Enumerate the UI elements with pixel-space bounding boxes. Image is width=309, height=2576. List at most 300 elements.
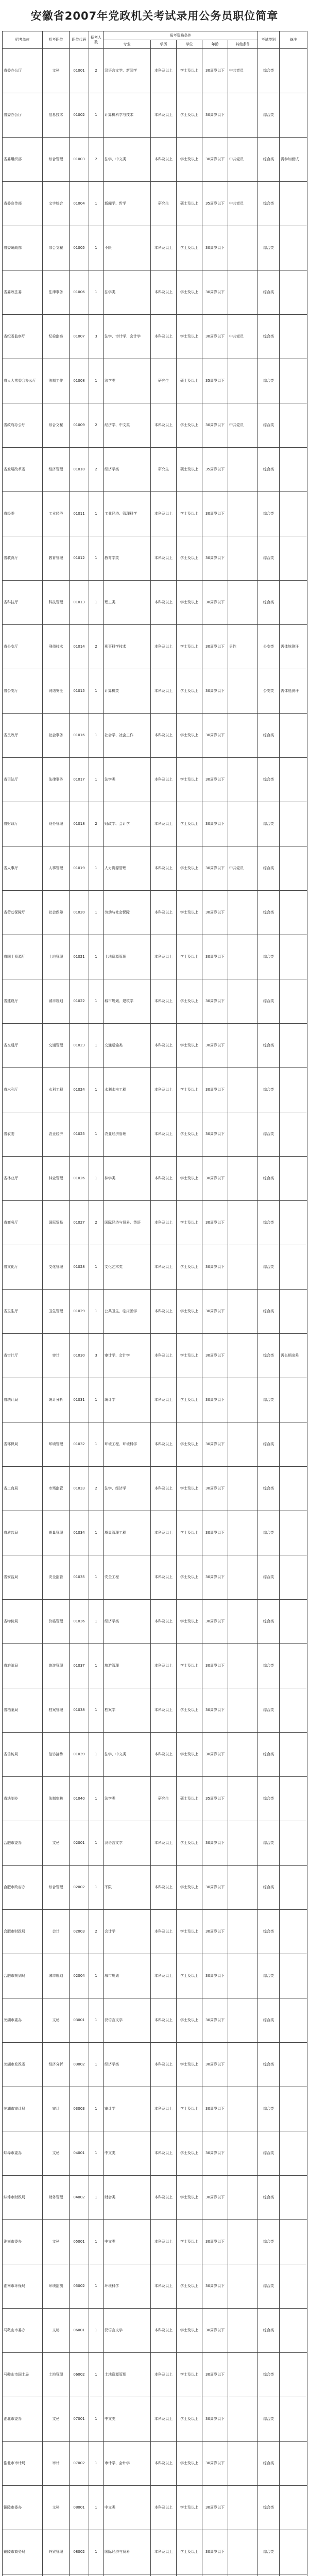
count-cell: 1 bbox=[89, 2131, 104, 2176]
remarks-cell bbox=[280, 581, 307, 625]
code-cell: 01022 bbox=[70, 979, 89, 1024]
count-cell: 1 bbox=[89, 2397, 104, 2442]
position-cell: 纪检监察 bbox=[43, 315, 70, 359]
header-code: 职位代码 bbox=[70, 31, 89, 49]
count-cell: 1 bbox=[89, 2530, 104, 2574]
remarks-cell bbox=[280, 1378, 307, 1422]
other-cell: 中共党员 bbox=[228, 403, 258, 448]
other-cell bbox=[228, 1688, 258, 1733]
other-cell bbox=[228, 1511, 258, 1555]
header-group-row bbox=[3, 31, 307, 40]
unit-cell: 淮北市审计局 bbox=[3, 2442, 43, 2486]
count-cell: 1 bbox=[89, 891, 104, 935]
education-cell: 本科及以上 bbox=[151, 1024, 177, 1068]
count-cell: 1 bbox=[89, 1555, 104, 1600]
exam-type-cell: 综合类 bbox=[258, 1644, 280, 1688]
position-cell: 市场监管 bbox=[43, 1467, 70, 1511]
major-cell: 财会类 bbox=[104, 2176, 151, 2220]
exam-type-cell: 综合类 bbox=[258, 758, 280, 802]
position-table bbox=[2, 31, 307, 2576]
degree-cell: 学士及以上 bbox=[177, 1600, 202, 1644]
exam-type-cell: 综合类 bbox=[258, 1555, 280, 1600]
other-cell bbox=[228, 1157, 258, 1201]
position-cell: 文秘 bbox=[43, 2131, 70, 2176]
code-cell: 07002 bbox=[70, 2442, 89, 2486]
age-cell: 30周岁以下 bbox=[202, 802, 228, 846]
remarks-cell bbox=[280, 2309, 307, 2353]
education-cell: 本科及以上 bbox=[151, 2309, 177, 2353]
major-cell: 计算机科学与技术 bbox=[104, 93, 151, 138]
code-cell: 08002 bbox=[70, 2530, 89, 2574]
other-cell bbox=[228, 1378, 258, 1422]
exam-type-cell: 综合类 bbox=[258, 1024, 280, 1068]
count-cell: 1 bbox=[89, 669, 104, 714]
unit-cell: 省商务厅 bbox=[3, 1201, 43, 1245]
other-cell bbox=[228, 2220, 258, 2264]
remarks-cell bbox=[280, 802, 307, 846]
exam-type-cell bbox=[258, 2574, 280, 2576]
age-cell: 30周岁以下 bbox=[202, 2486, 228, 2530]
table-row bbox=[3, 1600, 307, 1644]
unit-cell: 省林业厅 bbox=[3, 1157, 43, 1201]
count-cell: 1 bbox=[89, 758, 104, 802]
remarks-cell bbox=[280, 270, 307, 315]
exam-type-cell: 综合类 bbox=[258, 2087, 280, 2131]
age-cell: 30周岁以下 bbox=[202, 403, 228, 448]
major-cell: 档案学 bbox=[104, 1688, 151, 1733]
position-cell: 文秘 bbox=[43, 49, 70, 93]
other-cell: 中共党员 bbox=[228, 138, 258, 182]
code-cell: 01032 bbox=[70, 1422, 89, 1467]
remarks-cell bbox=[280, 359, 307, 403]
exam-type-cell: 公安类 bbox=[258, 669, 280, 714]
table-row bbox=[3, 1112, 307, 1157]
degree-cell: 学士及以上 bbox=[177, 1024, 202, 1068]
education-cell: 本科及以上 bbox=[151, 93, 177, 138]
unit-cell: 合肥市规划局 bbox=[3, 1954, 43, 1998]
major-cell: 经济学、中文类 bbox=[104, 403, 151, 448]
exam-type-cell: 综合类 bbox=[258, 2353, 280, 2397]
degree-cell: 硕士及以上 bbox=[177, 448, 202, 492]
remarks-cell bbox=[280, 2486, 307, 2530]
education-cell: 本科及以上 bbox=[151, 581, 177, 625]
major-cell: 法学类 bbox=[104, 1777, 151, 1821]
header-count: 招考人数 bbox=[89, 31, 104, 49]
education-cell: 本科及以上 bbox=[151, 2486, 177, 2530]
count-cell: 1 bbox=[89, 2309, 104, 2353]
remarks-cell bbox=[280, 1112, 307, 1157]
degree-cell: 学士及以上 bbox=[177, 93, 202, 138]
education-cell: 本科及以上 bbox=[151, 979, 177, 1024]
degree-cell: 学士及以上 bbox=[177, 1511, 202, 1555]
code-cell: 01029 bbox=[70, 1290, 89, 1334]
education-cell: 本科及以上 bbox=[151, 49, 177, 93]
exam-type-cell: 公安类 bbox=[258, 625, 280, 669]
education-cell bbox=[151, 2574, 177, 2576]
other-cell bbox=[228, 1998, 258, 2043]
degree-cell: 学士及以上 bbox=[177, 846, 202, 891]
age-cell: 30周岁以下 bbox=[202, 1157, 228, 1201]
major-cell: 统计学 bbox=[104, 1378, 151, 1422]
exam-type-cell: 综合类 bbox=[258, 2131, 280, 2176]
count-cell: 1 bbox=[89, 1024, 104, 1068]
remarks-cell bbox=[280, 2574, 307, 2576]
position-cell: 文秘 bbox=[43, 2309, 70, 2353]
table-row bbox=[3, 1201, 307, 1245]
exam-type-cell: 综合类 bbox=[258, 1467, 280, 1511]
count-cell: 1 bbox=[89, 714, 104, 758]
position-cell: 文秘 bbox=[43, 2486, 70, 2530]
remarks-cell bbox=[280, 1998, 307, 2043]
table-row bbox=[3, 359, 307, 403]
position-cell: 综合管理 bbox=[43, 138, 70, 182]
age-cell: 30周岁以下 bbox=[202, 935, 228, 979]
code-cell: 01001 bbox=[70, 49, 89, 93]
table-row bbox=[3, 935, 307, 979]
position-cell: 科技管理 bbox=[43, 581, 70, 625]
age-cell: 35周岁以下 bbox=[202, 1777, 228, 1821]
education-cell: 本科及以上 bbox=[151, 1998, 177, 2043]
exam-type-cell: 综合类 bbox=[258, 93, 280, 138]
count-cell: 1 bbox=[89, 2486, 104, 2530]
major-cell: 林学类 bbox=[104, 1157, 151, 1201]
table-row bbox=[3, 1157, 307, 1201]
education-cell: 本科及以上 bbox=[151, 1378, 177, 1422]
position-cell: 财务管理 bbox=[43, 802, 70, 846]
position-cell: 会计 bbox=[43, 1910, 70, 1954]
degree-cell: 学士及以上 bbox=[177, 1733, 202, 1777]
exam-type-cell: 综合类 bbox=[258, 1733, 280, 1777]
remarks-cell bbox=[280, 1245, 307, 1290]
remarks-cell bbox=[280, 2087, 307, 2131]
exam-type-cell: 综合类 bbox=[258, 891, 280, 935]
code-cell: 01039 bbox=[70, 1733, 89, 1777]
other-cell bbox=[228, 448, 258, 492]
code-cell: 04002 bbox=[70, 2176, 89, 2220]
exam-type-cell: 综合类 bbox=[258, 1068, 280, 1112]
other-cell bbox=[228, 891, 258, 935]
code-cell: 01009 bbox=[70, 403, 89, 448]
other-cell bbox=[228, 1334, 258, 1378]
exam-type-cell: 综合类 bbox=[258, 2220, 280, 2264]
degree-cell: 学士及以上 bbox=[177, 1910, 202, 1954]
code-cell: 02004 bbox=[70, 1954, 89, 1998]
unit-cell: 省发展改革委 bbox=[3, 448, 43, 492]
degree-cell: 学士及以上 bbox=[177, 669, 202, 714]
table-row bbox=[3, 403, 307, 448]
exam-type-cell: 综合类 bbox=[258, 1511, 280, 1555]
major-cell: 质量管理工程 bbox=[104, 1511, 151, 1555]
other-cell bbox=[228, 1201, 258, 1245]
unit-cell: 淮南市环保局 bbox=[3, 2264, 43, 2309]
education-cell: 本科及以上 bbox=[151, 2353, 177, 2397]
major-cell: 法学、审计学、会计学 bbox=[104, 315, 151, 359]
table-row bbox=[3, 2176, 307, 2220]
unit-cell: 省文化厅 bbox=[3, 1245, 43, 1290]
count-cell: 2 bbox=[89, 138, 104, 182]
exam-type-cell: 综合类 bbox=[258, 536, 280, 581]
remarks-cell bbox=[280, 1910, 307, 1954]
other-cell bbox=[228, 2530, 258, 2574]
age-cell: 30周岁以下 bbox=[202, 226, 228, 270]
education-cell: 研究生 bbox=[151, 448, 177, 492]
count-cell: 1 bbox=[89, 979, 104, 1024]
unit-cell: 铜陵市委办 bbox=[3, 2486, 43, 2530]
other-cell: 中共党员 bbox=[228, 315, 258, 359]
table-body bbox=[3, 49, 307, 2576]
table-row bbox=[3, 226, 307, 270]
code-cell: 01014 bbox=[70, 625, 89, 669]
unit-cell: 省国土资源厅 bbox=[3, 935, 43, 979]
position-cell: 文秘 bbox=[43, 2220, 70, 2264]
education-cell: 本科及以上 bbox=[151, 1954, 177, 1998]
age-cell: 35周岁以下 bbox=[202, 448, 228, 492]
other-cell bbox=[228, 1777, 258, 1821]
major-cell: 公共卫生、临床医学 bbox=[104, 1290, 151, 1334]
count-cell: 1 bbox=[89, 93, 104, 138]
exam-type-cell: 综合类 bbox=[258, 359, 280, 403]
degree-cell: 硕士及以上 bbox=[177, 182, 202, 226]
education-cell: 本科及以上 bbox=[151, 1600, 177, 1644]
age-cell: 30周岁以下 bbox=[202, 492, 228, 536]
position-cell: 文秘 bbox=[43, 1821, 70, 1866]
exam-type-cell: 综合类 bbox=[258, 2309, 280, 2353]
major-cell: 旅游管理 bbox=[104, 1644, 151, 1688]
table-row bbox=[3, 2131, 307, 2176]
position-cell: 城市规划 bbox=[43, 1954, 70, 1998]
other-cell bbox=[228, 1954, 258, 1998]
code-cell: 03002 bbox=[70, 2043, 89, 2087]
age-cell: 30周岁以下 bbox=[202, 1290, 228, 1334]
code-cell: 03003 bbox=[70, 2087, 89, 2131]
code-cell: 01006 bbox=[70, 270, 89, 315]
unit-cell: 省科技厅 bbox=[3, 581, 43, 625]
other-cell bbox=[228, 2397, 258, 2442]
unit-cell: 省委办公厅 bbox=[3, 93, 43, 138]
degree-cell bbox=[177, 2574, 202, 2576]
code-cell: 01010 bbox=[70, 448, 89, 492]
major-cell: 环境工程、环境科学 bbox=[104, 1422, 151, 1467]
education-cell: 研究生 bbox=[151, 359, 177, 403]
age-cell: 35周岁以下 bbox=[202, 182, 228, 226]
major-cell: 中文类 bbox=[104, 2397, 151, 2442]
remarks-cell bbox=[280, 448, 307, 492]
age-cell: 30周岁以下 bbox=[202, 2131, 228, 2176]
major-cell: 中文类 bbox=[104, 2131, 151, 2176]
code-cell: 01040 bbox=[70, 1777, 89, 1821]
education-cell: 本科及以上 bbox=[151, 2220, 177, 2264]
remarks-cell bbox=[280, 1733, 307, 1777]
table-row bbox=[3, 2442, 307, 2486]
unit-cell: 省委统战部 bbox=[3, 226, 43, 270]
remarks-cell bbox=[280, 979, 307, 1024]
table-row bbox=[3, 1068, 307, 1112]
other-cell: 中共党员 bbox=[228, 846, 258, 891]
code-cell: 01002 bbox=[70, 93, 89, 138]
major-cell: 交通运输类 bbox=[104, 1024, 151, 1068]
exam-type-cell: 综合类 bbox=[258, 1998, 280, 2043]
remarks-cell bbox=[280, 1644, 307, 1688]
degree-cell: 学士及以上 bbox=[177, 270, 202, 315]
age-cell: 30周岁以下 bbox=[202, 1378, 228, 1422]
table-row bbox=[3, 891, 307, 935]
code-cell: 01013 bbox=[70, 581, 89, 625]
education-cell: 本科及以上 bbox=[151, 891, 177, 935]
degree-cell: 学士及以上 bbox=[177, 226, 202, 270]
exam-type-cell: 综合类 bbox=[258, 492, 280, 536]
unit-cell: 铜陵市商务局 bbox=[3, 2530, 43, 2574]
other-cell bbox=[228, 1422, 258, 1467]
code-cell: 01028 bbox=[70, 1245, 89, 1290]
age-cell: 30周岁以下 bbox=[202, 625, 228, 669]
age-cell: 30周岁以下 bbox=[202, 2353, 228, 2397]
degree-cell: 学士及以上 bbox=[177, 1555, 202, 1600]
position-cell: 农业经济 bbox=[43, 1112, 70, 1157]
code-cell: 01019 bbox=[70, 846, 89, 891]
age-cell: 30周岁以下 bbox=[202, 2220, 228, 2264]
position-cell: 土地管理 bbox=[43, 2353, 70, 2397]
count-cell: 1 bbox=[89, 2043, 104, 2087]
table-row bbox=[3, 1467, 307, 1511]
education-cell: 本科及以上 bbox=[151, 1422, 177, 1467]
remarks-cell bbox=[280, 758, 307, 802]
age-cell: 30周岁以下 bbox=[202, 1068, 228, 1112]
degree-cell: 学士及以上 bbox=[177, 2486, 202, 2530]
unit-cell: 省水利厅 bbox=[3, 1068, 43, 1112]
exam-type-cell: 综合类 bbox=[258, 1245, 280, 1290]
major-cell: 法学、中文类 bbox=[104, 138, 151, 182]
education-cell: 本科及以上 bbox=[151, 1555, 177, 1600]
exam-type-cell: 综合类 bbox=[258, 403, 280, 448]
code-cell: 01015 bbox=[70, 669, 89, 714]
table-row bbox=[3, 2220, 307, 2264]
exam-type-cell: 综合类 bbox=[258, 1866, 280, 1910]
major-cell: 土地资源管理 bbox=[104, 2353, 151, 2397]
position-cell: 法律事务 bbox=[43, 270, 70, 315]
position-cell: 文字综合 bbox=[43, 182, 70, 226]
exam-type-cell: 综合类 bbox=[258, 182, 280, 226]
age-cell: 30周岁以下 bbox=[202, 1998, 228, 2043]
other-cell bbox=[228, 2442, 258, 2486]
unit-cell: 芜湖市委办 bbox=[3, 1998, 43, 2043]
exam-type-cell: 综合类 bbox=[258, 802, 280, 846]
age-cell: 30周岁以下 bbox=[202, 315, 228, 359]
age-cell: 30周岁以下 bbox=[202, 2530, 228, 2574]
degree-cell: 学士及以上 bbox=[177, 1467, 202, 1511]
header-degree: 学位 bbox=[177, 40, 202, 49]
degree-cell: 学士及以上 bbox=[177, 1290, 202, 1334]
exam-type-cell: 综合类 bbox=[258, 315, 280, 359]
unit-cell: 省工商局 bbox=[3, 1467, 43, 1511]
degree-cell: 硕士及以上 bbox=[177, 359, 202, 403]
exam-type-cell: 综合类 bbox=[258, 2530, 280, 2574]
count-cell: 1 bbox=[89, 1998, 104, 2043]
table-row bbox=[3, 49, 307, 93]
code-cell bbox=[70, 2574, 89, 2576]
age-cell: 30周岁以下 bbox=[202, 2043, 228, 2087]
exam-type-cell: 综合类 bbox=[258, 49, 280, 93]
unit-cell: 省公安厅 bbox=[3, 625, 43, 669]
code-cell: 01026 bbox=[70, 1157, 89, 1201]
position-cell: 水利工程 bbox=[43, 1068, 70, 1112]
remarks-cell bbox=[280, 536, 307, 581]
exam-type-cell: 综合类 bbox=[258, 1777, 280, 1821]
remarks-cell bbox=[280, 2397, 307, 2442]
degree-cell: 学士及以上 bbox=[177, 935, 202, 979]
unit-cell: 省司法厅 bbox=[3, 758, 43, 802]
code-cell: 05002 bbox=[70, 2264, 89, 2309]
code-cell: 06001 bbox=[70, 2309, 89, 2353]
position-cell: 审计 bbox=[43, 2087, 70, 2131]
count-cell: 1 bbox=[89, 581, 104, 625]
major-cell: 会计学 bbox=[104, 1910, 151, 1954]
code-cell: 05001 bbox=[70, 2220, 89, 2264]
remarks-cell bbox=[280, 1068, 307, 1112]
degree-cell: 学士及以上 bbox=[177, 2353, 202, 2397]
age-cell: 30周岁以下 bbox=[202, 1910, 228, 1954]
other-cell bbox=[228, 1733, 258, 1777]
unit-cell: 省档案局 bbox=[3, 1688, 43, 1733]
count-cell: 1 bbox=[89, 1157, 104, 1201]
remarks-cell bbox=[280, 846, 307, 891]
other-cell bbox=[228, 1644, 258, 1688]
table-row bbox=[3, 846, 307, 891]
education-cell: 本科及以上 bbox=[151, 1866, 177, 1910]
age-cell: 30周岁以下 bbox=[202, 1688, 228, 1733]
degree-cell: 学士及以上 bbox=[177, 1688, 202, 1733]
degree-cell: 学士及以上 bbox=[177, 2442, 202, 2486]
age-cell: 30周岁以下 bbox=[202, 93, 228, 138]
unit-cell: 芜湖市发改委 bbox=[3, 2043, 43, 2087]
age-cell: 30周岁以下 bbox=[202, 1245, 228, 1290]
table-row bbox=[3, 1866, 307, 1910]
count-cell: 2 bbox=[89, 403, 104, 448]
other-cell bbox=[228, 758, 258, 802]
other-cell bbox=[228, 802, 258, 846]
exam-type-cell: 综合类 bbox=[258, 846, 280, 891]
table-row bbox=[3, 492, 307, 536]
table-row bbox=[3, 1998, 307, 2043]
major-cell: 中文类 bbox=[104, 2486, 151, 2530]
remarks-cell bbox=[280, 2043, 307, 2087]
unit-cell: 省法制办 bbox=[3, 1777, 43, 1821]
education-cell: 本科及以上 bbox=[151, 536, 177, 581]
code-cell: 01038 bbox=[70, 1688, 89, 1733]
education-cell: 本科及以上 bbox=[151, 1157, 177, 1201]
other-cell bbox=[228, 1866, 258, 1910]
position-cell: 法律事务 bbox=[43, 758, 70, 802]
degree-cell: 学士及以上 bbox=[177, 1068, 202, 1112]
exam-type-cell: 综合类 bbox=[258, 1157, 280, 1201]
remarks-cell bbox=[280, 2353, 307, 2397]
other-cell bbox=[228, 979, 258, 1024]
education-cell: 本科及以上 bbox=[151, 492, 177, 536]
position-cell: 文秘 bbox=[43, 1998, 70, 2043]
education-cell: 本科及以上 bbox=[151, 1290, 177, 1334]
exam-type-cell: 综合类 bbox=[258, 2264, 280, 2309]
other-cell bbox=[228, 1112, 258, 1157]
table-row bbox=[3, 270, 307, 315]
code-cell: 01024 bbox=[70, 1068, 89, 1112]
count-cell: 1 bbox=[89, 1954, 104, 1998]
exam-type-cell: 综合类 bbox=[258, 226, 280, 270]
other-cell bbox=[228, 2131, 258, 2176]
remarks-cell bbox=[280, 492, 307, 536]
header-exam-type: 考试类别 bbox=[258, 31, 280, 49]
education-cell: 本科及以上 bbox=[151, 1245, 177, 1290]
unit-cell: 蚌埠市财政局 bbox=[3, 2176, 43, 2220]
age-cell: 30周岁以下 bbox=[202, 1334, 228, 1378]
